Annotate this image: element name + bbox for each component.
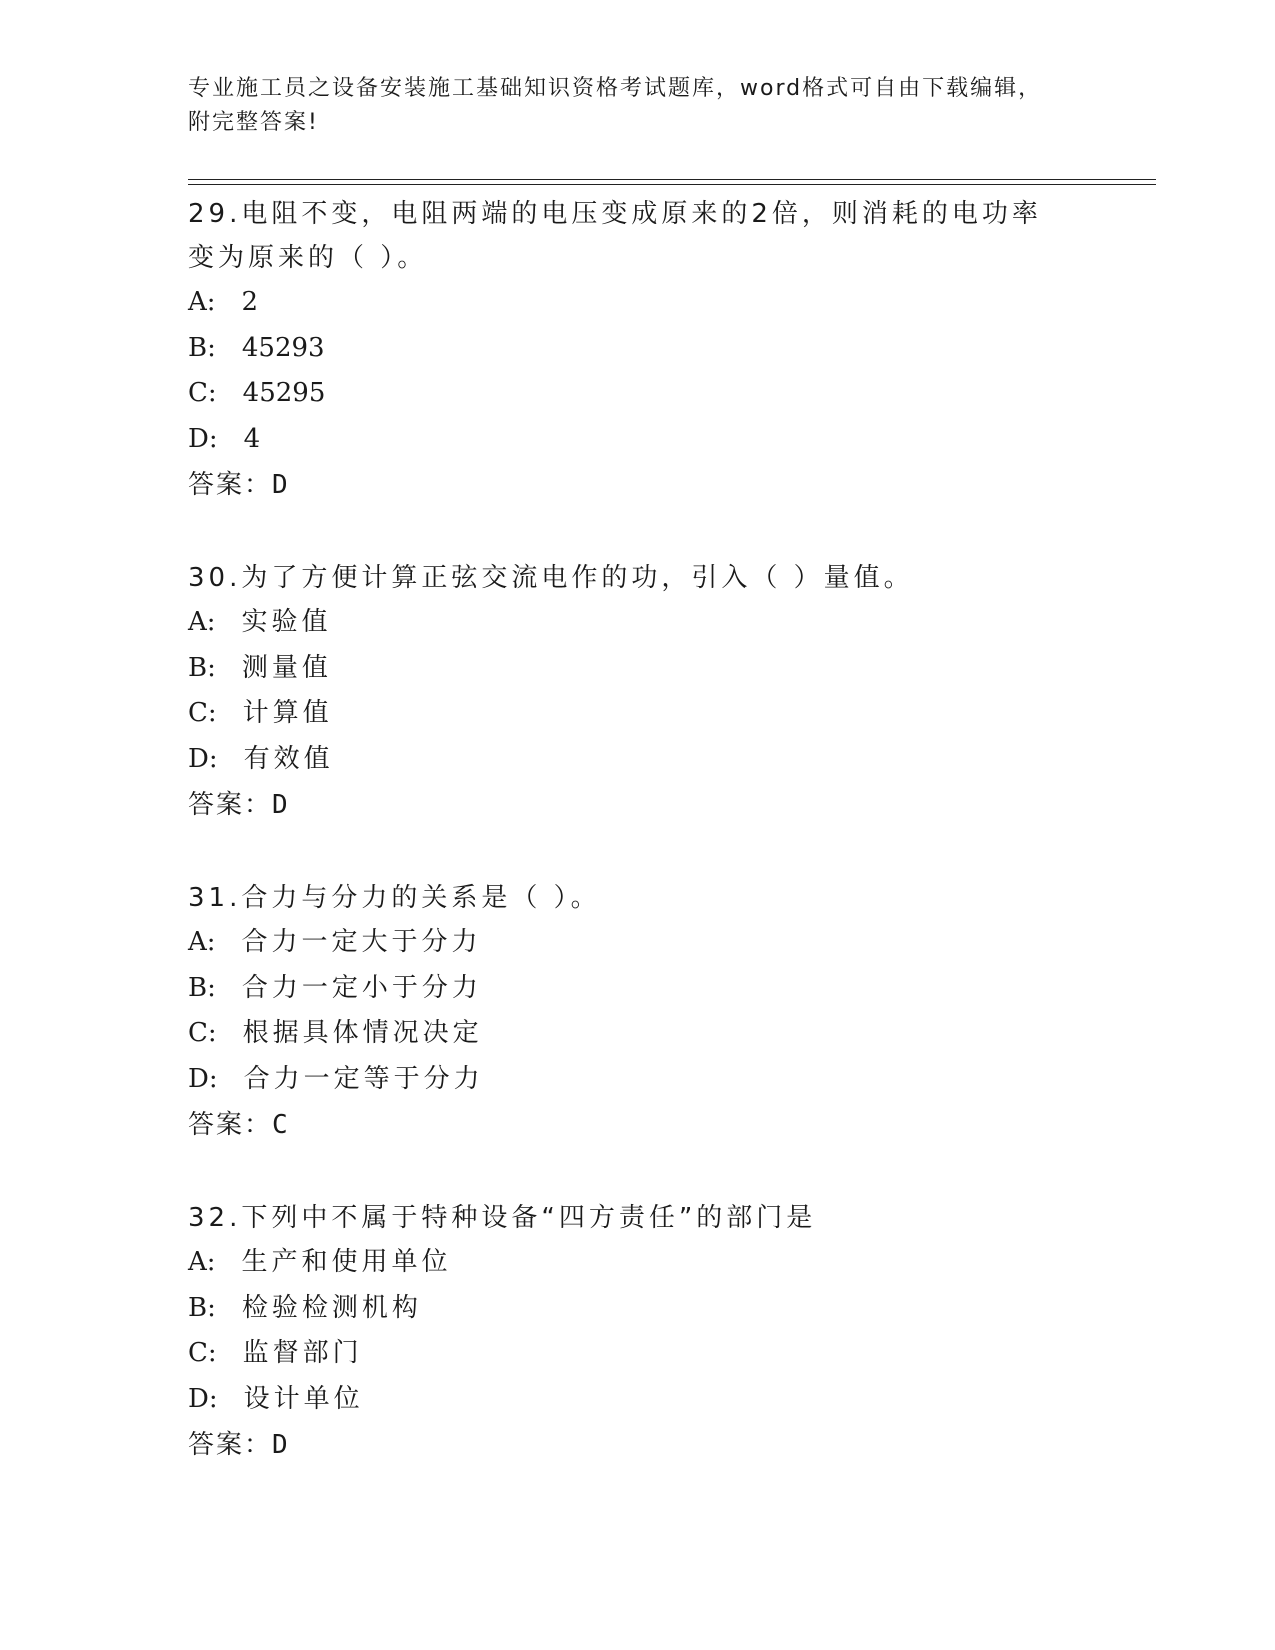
answer-value: C [272,1110,288,1140]
question-30 [188,552,1156,828]
option-separator: : [206,287,216,317]
option-text: 合力一定等于分力 [243,1063,484,1094]
option-text: 4 [243,423,261,454]
option-separator: : [207,332,216,363]
option-separator: : [207,1018,217,1048]
answer-label: 答案： [188,1430,273,1460]
question-list [188,188,1156,1512]
question-32 [188,1192,1156,1468]
option-c [188,371,1156,417]
option-b [188,1286,1156,1332]
option-text: 45293 [241,332,325,363]
option-c [188,1331,1156,1377]
option-d [188,1057,1156,1103]
question-stem: 31.合力与分力的关系是（ ）。 [188,883,601,913]
option-letter: D [188,743,209,774]
option-letter: B [188,652,208,683]
option-letter: A [188,927,207,957]
document-header [188,72,1088,140]
answer-label: 答案： [188,1110,273,1140]
option-letter: B [188,332,208,363]
header-line-2: 附完整答案! [188,110,319,135]
option-letter: D [188,1383,209,1414]
answer-value: D [272,790,288,820]
option-b [188,646,1156,692]
option-text: 2 [241,287,259,317]
option-letter: C [188,698,208,728]
option-text: 计算值 [242,698,333,728]
answer-label: 答案： [188,790,273,820]
option-separator: : [207,698,217,728]
answer-line [188,782,1156,828]
option-separator: : [208,743,218,774]
option-text: 实验值 [241,607,332,637]
option-separator: : [208,1063,218,1094]
option-a [188,600,1156,646]
option-letter: C [188,1338,208,1368]
option-letter: A [188,287,207,317]
option-text: 监督部门 [242,1338,363,1368]
answer-line [188,1422,1156,1468]
option-a [188,920,1156,966]
option-text: 合力一定大于分力 [241,927,482,957]
option-b [188,966,1156,1012]
option-separator: : [207,1338,217,1368]
option-separator: : [207,972,216,1003]
option-letter: D [188,1063,209,1094]
option-d [188,1377,1156,1423]
option-separator: : [207,378,217,408]
answer-line [188,462,1156,508]
option-text: 测量值 [241,652,332,683]
option-a [188,1240,1156,1286]
option-letter: B [188,1292,208,1323]
answer-value: D [272,1430,288,1460]
question-stem: 29.电阻不变，电阻两端的电压变成原来的2倍，则消耗的电功率变为原来的（ ）。 [188,199,1042,273]
option-text: 有效值 [243,743,334,774]
option-letter: A [188,1247,207,1277]
option-text: 生产和使用单位 [241,1247,452,1277]
question-29 [188,188,1156,508]
option-c [188,691,1156,737]
answer-line [188,1102,1156,1148]
option-text: 设计单位 [243,1383,364,1414]
option-text: 根据具体情况决定 [242,1018,483,1048]
option-text: 合力一定小于分力 [241,972,482,1003]
option-text: 45295 [242,378,326,408]
answer-label: 答案： [188,470,273,500]
option-separator: : [208,1383,218,1414]
option-separator: : [208,423,218,454]
option-a [188,280,1156,326]
header-line-1: 专业施工员之设备安装施工基础知识资格考试题库，word格式可自由下载编辑， [188,76,1043,101]
option-d [188,737,1156,783]
option-text: 检验检测机构 [241,1292,422,1323]
question-31 [188,872,1156,1148]
option-d [188,417,1156,463]
answer-value: D [272,470,288,500]
option-letter: C [188,378,208,408]
option-letter: D [188,423,209,454]
option-separator: : [206,1247,216,1277]
option-b [188,326,1156,372]
option-separator: : [206,927,216,957]
option-c [188,1011,1156,1057]
option-letter: C [188,1018,208,1048]
option-separator: : [207,652,216,683]
header-divider-bottom [188,184,1156,185]
question-stem: 30.为了方便计算正弦交流电作的功，引入（ ）量值。 [188,563,914,593]
question-stem: 32.下列中不属于特种设备“四方责任”的部门是 [188,1203,817,1233]
option-letter: B [188,972,208,1003]
option-separator: : [207,1292,216,1323]
header-divider-top [188,179,1156,180]
option-letter: A [188,607,207,637]
option-separator: : [206,607,216,637]
